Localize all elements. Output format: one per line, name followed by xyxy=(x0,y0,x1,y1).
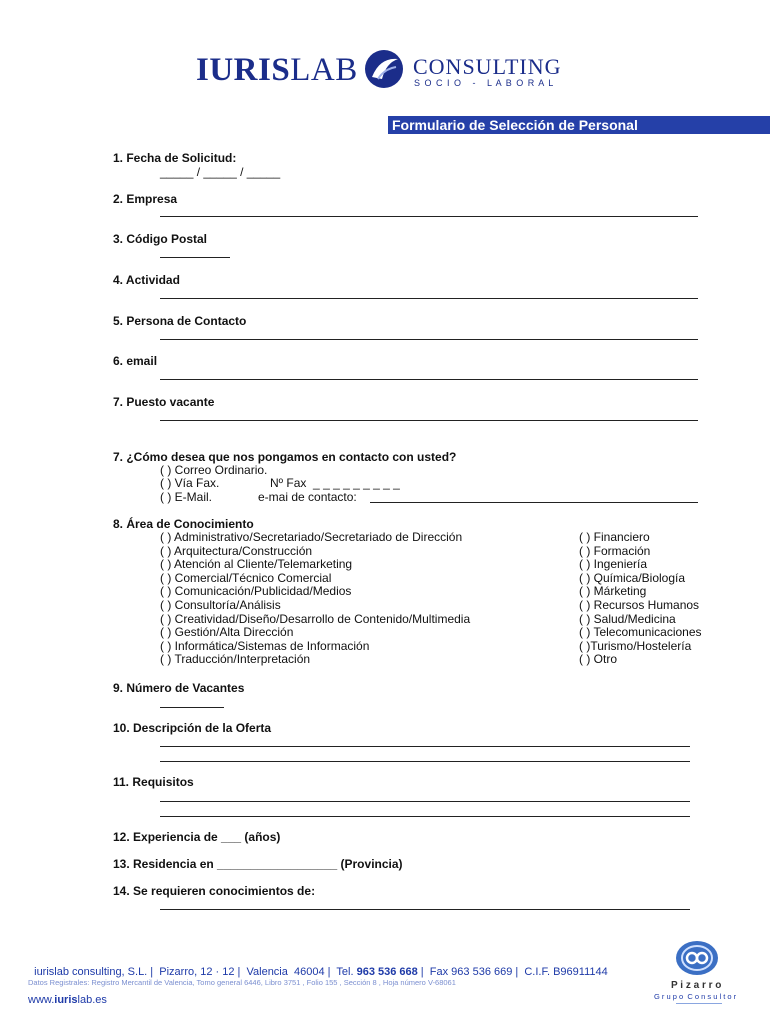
area-option[interactable]: ( ) Química/Biología xyxy=(579,570,686,585)
area-right-list xyxy=(579,531,702,667)
area-option[interactable]: ( ) Formación xyxy=(579,543,651,558)
area-option[interactable]: ( )Turismo/Hostelería xyxy=(579,638,692,653)
footer-registry: Datos Registrales: Registro Mercantil de Valencia, Tomo general 6446, Libro 3751 , Folio 155 , Sección 8 , Hoja número V-68061 xyxy=(28,978,456,987)
contact-fax-number[interactable]: Nº Fax _ _ _ _ _ _ _ _ _ xyxy=(270,476,400,490)
area-option[interactable]: ( ) Atención al Cliente/Telemarketing xyxy=(160,557,353,572)
area-option[interactable]: ( ) Gestión/Alta Dirección xyxy=(160,625,294,640)
area-label: 8. Área de Conocimiento xyxy=(113,517,254,531)
area-option[interactable]: ( ) Financiero xyxy=(579,530,650,544)
contact-opt-mail[interactable]: ( ) Correo Ordinario. xyxy=(160,463,268,477)
field-2-line[interactable] xyxy=(160,216,698,217)
area-option[interactable]: ( ) Arquitectura/Construcción xyxy=(160,543,313,558)
pizarro-logo-icon xyxy=(675,940,719,976)
field-10-label: 10. Descripción de la Oferta xyxy=(113,721,272,735)
field-12-label: 12. Experiencia de ___ (años) xyxy=(113,830,281,844)
field-5-label: 5. Persona de Contacto xyxy=(113,314,247,328)
brand-emblem-icon xyxy=(364,49,404,89)
field-14-label: 14. Se requieren conocimientos de: xyxy=(113,884,316,898)
brand-tagline: S O C I O - L A B O R A L xyxy=(414,78,555,88)
field-10-line-1[interactable] xyxy=(160,746,690,747)
brand-consulting: CONSULTING xyxy=(413,54,562,79)
field-2-label: 2. Empresa xyxy=(113,192,178,206)
pizarro-name: P i z a r r o xyxy=(671,980,722,991)
contact-opt-fax[interactable]: ( ) Vía Fax. xyxy=(160,476,220,490)
field-6-label: 6. email xyxy=(113,354,158,368)
area-option[interactable]: ( ) Informática/Sistemas de Información xyxy=(160,638,370,653)
field-6-line[interactable] xyxy=(160,379,698,380)
footer-tel[interactable]: 963 536 668 xyxy=(356,966,418,978)
brand-logo xyxy=(196,52,358,89)
field-7-line[interactable] xyxy=(160,420,698,421)
pizarro-underline xyxy=(676,1003,722,1004)
web-post: lab.es xyxy=(77,994,107,1006)
area-option[interactable]: ( ) Salud/Medicina xyxy=(579,611,676,626)
form-title: Formulario de Selección de Personal xyxy=(392,117,638,133)
brand-lab: LAB xyxy=(290,52,358,88)
field-3-line[interactable] xyxy=(160,257,230,258)
area-option[interactable]: ( ) Ingeniería xyxy=(579,557,648,572)
form-title-banner xyxy=(388,116,770,134)
footer-address-post: | Fax 963 536 669 | C.I.F. B96911144 xyxy=(417,966,608,978)
pizarro-grupo: G r u p o C o n s u l t o r xyxy=(654,992,737,1001)
field-9-label: 9. Número de Vacantes xyxy=(113,681,245,695)
area-option[interactable]: ( ) Consultoría/Análisis xyxy=(160,597,281,612)
brand-iuris: IURIS xyxy=(196,52,291,88)
area-option[interactable]: ( ) Otro xyxy=(579,652,617,667)
field-11-line-2[interactable] xyxy=(160,816,690,817)
field-3-label: 3. Código Postal xyxy=(113,232,208,246)
field-11-label: 11. Requisitos xyxy=(113,775,194,789)
area-left-list xyxy=(160,531,470,667)
area-option[interactable]: ( ) Traducción/Interpretación xyxy=(160,652,311,667)
field-11-line-1[interactable] xyxy=(160,801,690,802)
field-10-line-2[interactable] xyxy=(160,761,690,762)
area-option[interactable]: ( ) Comercial/Técnico Comercial xyxy=(160,570,332,585)
field-7-label: 7. Puesto vacante xyxy=(113,395,215,409)
footer-address-pre: iurislab consulting, S.L. | Pizarro, 12 · 12 | Valencia 46004 | Tel. xyxy=(34,966,357,978)
area-option[interactable]: ( ) Márketing xyxy=(579,584,647,599)
field-4-line[interactable] xyxy=(160,298,698,299)
field-13-label: 13. Residencia en __________________ (Provincia) xyxy=(113,857,403,871)
area-option[interactable]: ( ) Comunicación/Publicidad/Medios xyxy=(160,584,352,599)
contact-label: 7. ¿Cómo desea que nos pongamos en contacto con usted? xyxy=(113,450,457,464)
web-bold: iuris xyxy=(54,994,78,1006)
footer-address xyxy=(28,954,608,978)
area-option[interactable]: ( ) Recursos Humanos xyxy=(579,597,700,612)
contact-email-label: e-mai de contacto: xyxy=(258,490,357,504)
area-option[interactable]: ( ) Telecomunicaciones xyxy=(579,625,702,640)
field-14-line[interactable] xyxy=(160,909,690,910)
footer-website-link[interactable] xyxy=(28,994,107,1006)
web-pre: www. xyxy=(28,994,55,1006)
field-4-label: 4. Actividad xyxy=(113,273,180,287)
area-option[interactable]: ( ) Creatividad/Diseño/Desarrollo de Contenido/Multimedia xyxy=(160,611,471,626)
contact-email-line[interactable] xyxy=(370,502,698,503)
field-5-line[interactable] xyxy=(160,339,698,340)
contact-opt-email[interactable]: ( ) E-Mail. xyxy=(160,490,212,504)
area-option[interactable]: ( ) Administrativo/Secretariado/Secretariado de Dirección xyxy=(160,530,463,544)
field-9-line[interactable] xyxy=(160,707,224,708)
field-1-date-blank[interactable]: _____ / _____ / _____ xyxy=(160,165,281,179)
field-1-label: 1. Fecha de Solicitud: xyxy=(113,151,237,165)
